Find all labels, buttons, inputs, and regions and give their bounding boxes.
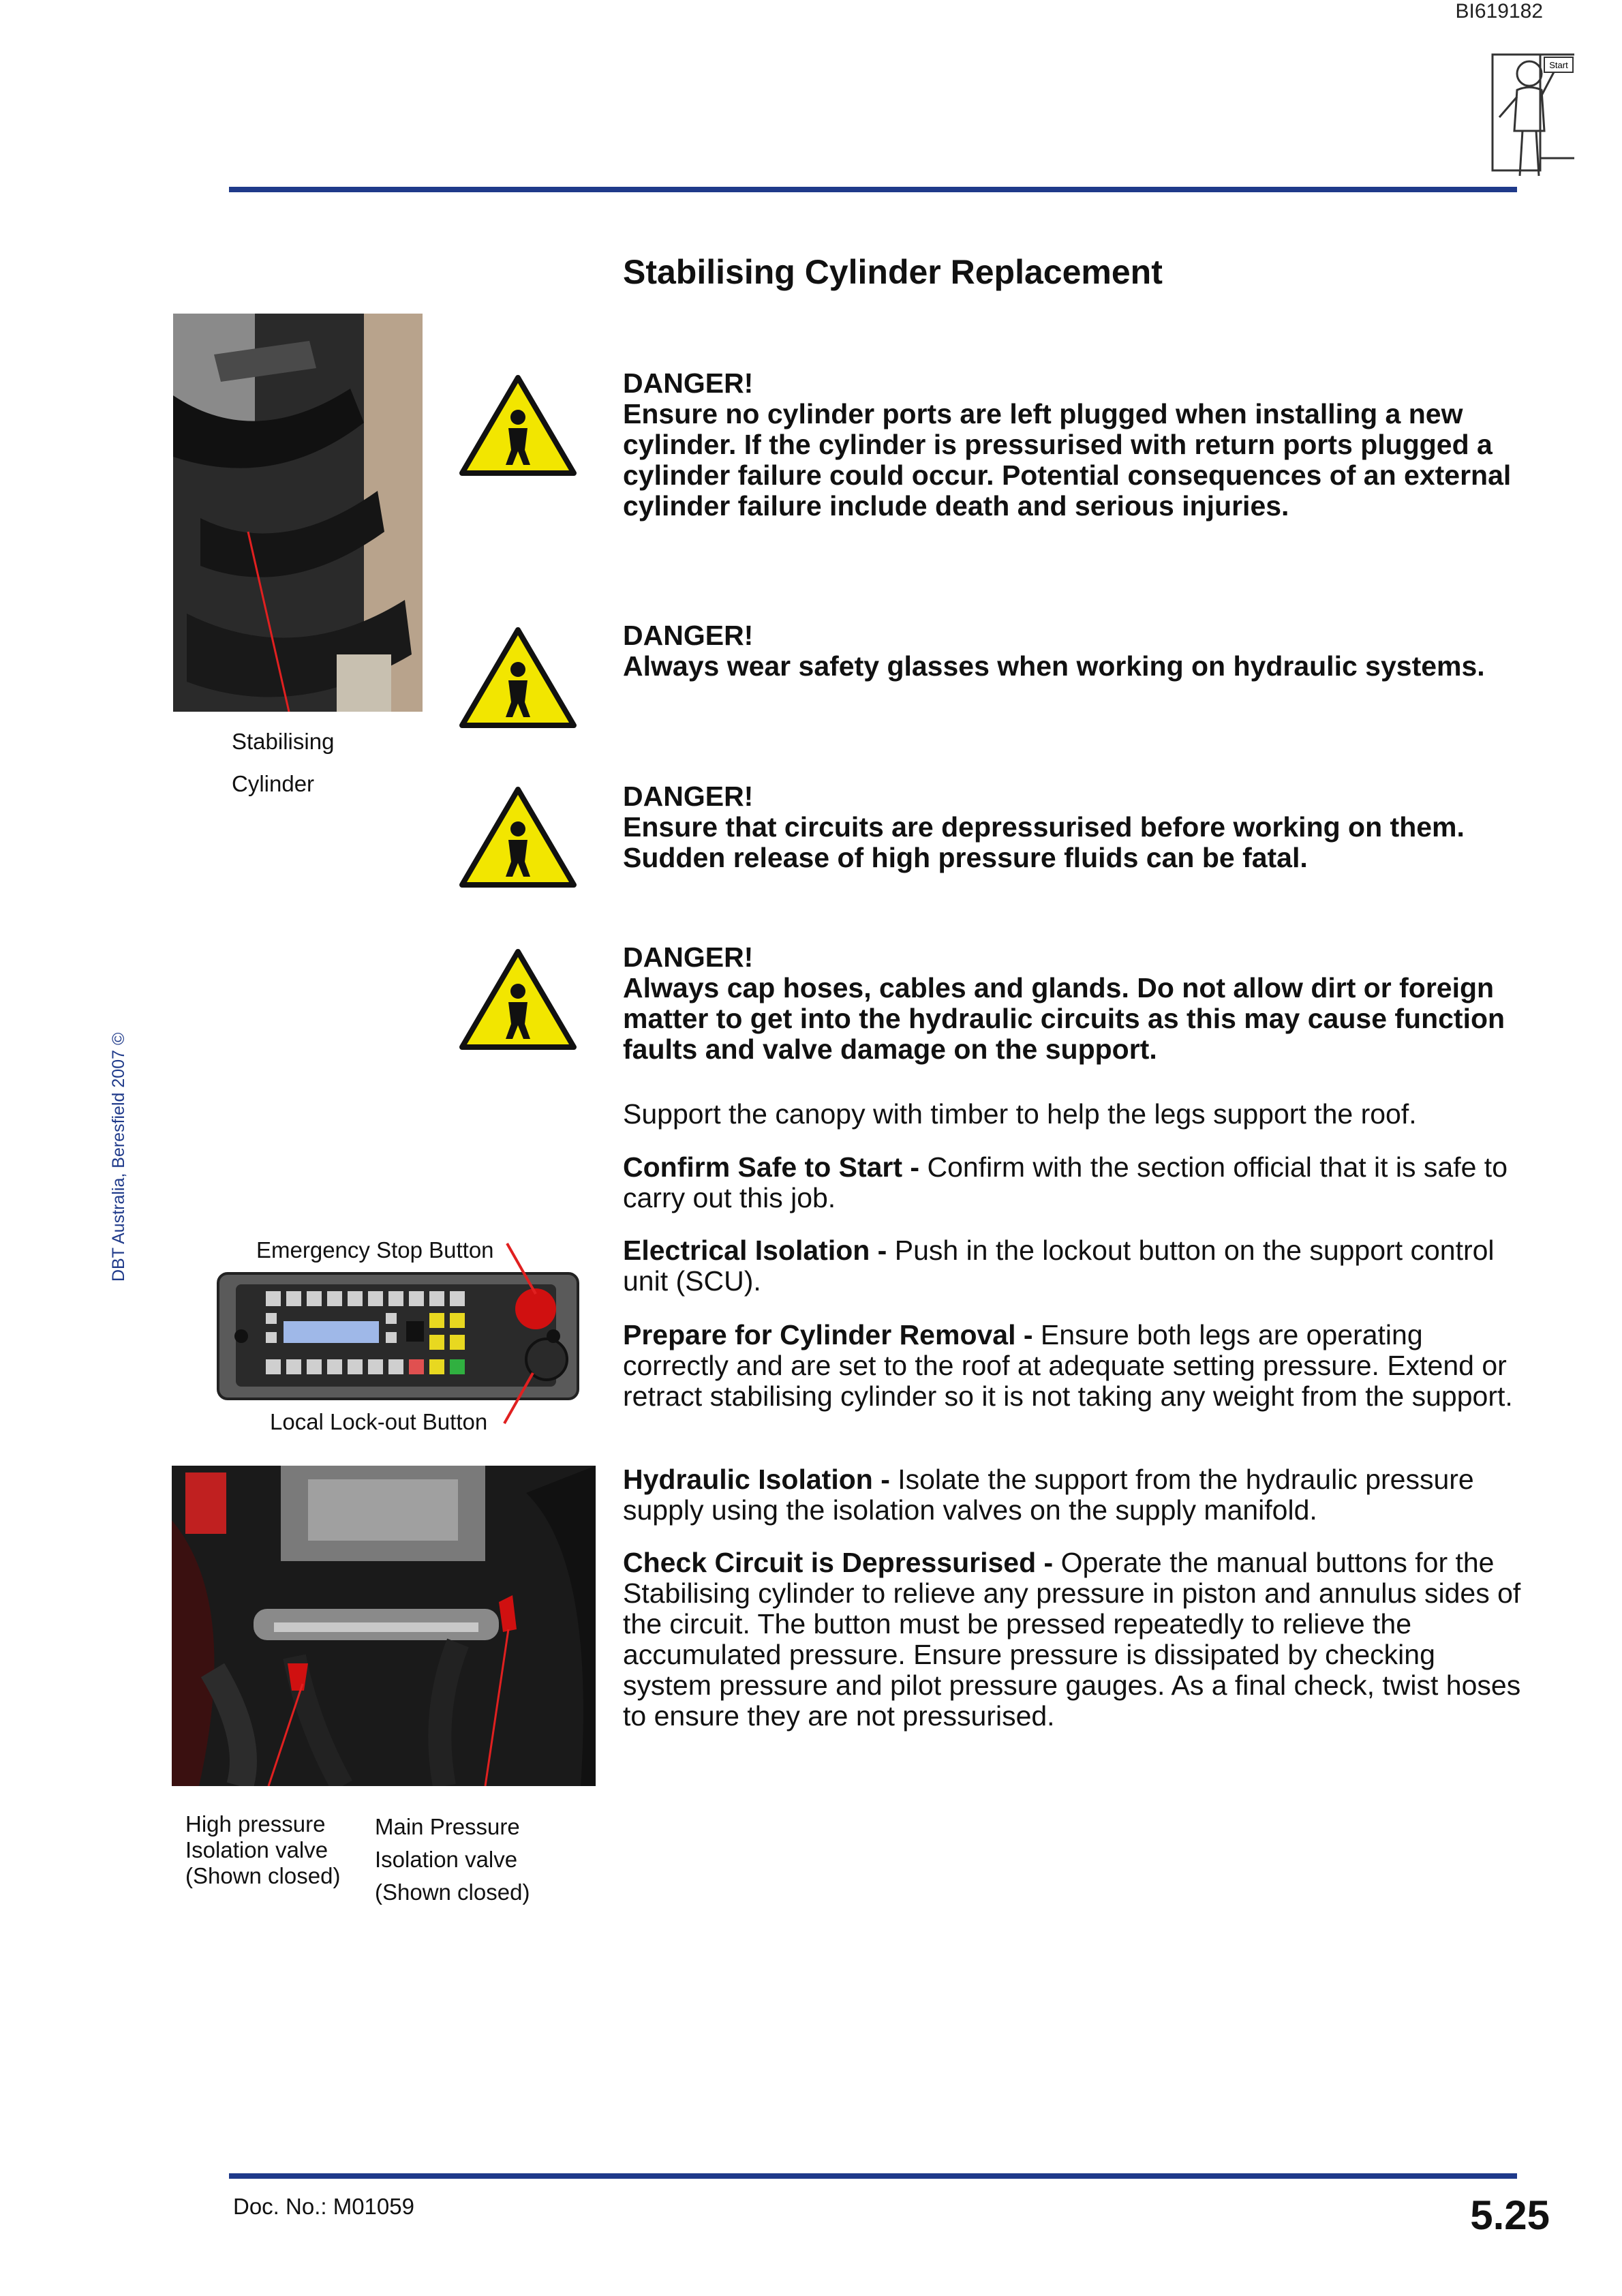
warning-icon: [458, 785, 578, 889]
lockout-caption: Local Lock-out Button: [270, 1409, 488, 1434]
main-pressure-caption-line1: Main Pressure: [375, 1814, 520, 1839]
danger-heading: DANGER!: [623, 781, 754, 812]
step-label: Prepare for Cylinder Removal -: [623, 1319, 1033, 1350]
danger-text: Ensure that circuits are depressurised before working on them. Sudden release of high pressure fluids can be fatal.: [623, 811, 1465, 873]
danger-heading: DANGER!: [623, 620, 754, 651]
high-pressure-caption-line3: (Shown closed): [185, 1863, 341, 1888]
stabilising-caption-line2: Cylinder: [232, 771, 315, 796]
danger-text: Ensure no cylinder ports are left plugged when installing a new cylinder. If the cylinder is pressurised with return ports plugged a cylinder failure could occur. Potential consequences of an external cylinder failure include death and serious injuries.: [623, 398, 1512, 522]
step-prepare-removal: [623, 1320, 1522, 1412]
step-text: Push in the lockout button on the support control unit (SCU).: [623, 1235, 1495, 1297]
warning-icon: [458, 374, 578, 477]
page-title: Stabilising Cylinder Replacement: [623, 253, 1163, 291]
copyright-note: DBT Australia, Beresfield 2007 ©: [109, 1032, 128, 1282]
stabilising-cylinder-photo: [173, 314, 423, 712]
emergency-stop-pointer: [504, 1242, 545, 1297]
step-check-circuit: [623, 1547, 1522, 1732]
warning-icon: [458, 948, 578, 1051]
step-label: Hydraulic Isolation -: [623, 1464, 890, 1495]
step-text: Isolate the support from the hydraulic pressure supply using the isolation valves on the supply manifold.: [623, 1464, 1474, 1526]
intro-text: Support the canopy with timber to help the legs support the roof.: [623, 1098, 1417, 1130]
step-label: Electrical Isolation -: [623, 1235, 887, 1266]
stabilising-caption-line1: Stabilising: [232, 729, 335, 754]
danger-block-glasses: [623, 620, 1522, 682]
danger-block-depressurise: [623, 781, 1522, 873]
danger-block-ports: [623, 368, 1522, 522]
step-electrical-isolation: [623, 1235, 1522, 1297]
danger-heading: DANGER!: [623, 367, 754, 399]
high-pressure-caption-line2: Isolation valve: [185, 1837, 328, 1862]
step-hydraulic-isolation: [623, 1464, 1522, 1526]
main-pressure-caption-line2: Isolation valve: [375, 1847, 518, 1872]
isolation-valves-photo: [172, 1466, 596, 1786]
step-label: Check Circuit is Depressurised -: [623, 1547, 1054, 1578]
bottom-rule: [229, 2173, 1517, 2179]
step-text: Operate the manual buttons for the Stabilising cylinder to relieve any pressure in piston and annulus sides of the circuit. The button must be pressed repeatedly to relieve the accumulated pressure. Ensure pressure is dissipated by checking system pressure and pilot pressure gauges. As a final check, twist hoses to ensure they are not pressurised.: [623, 1547, 1521, 1732]
warning-icon: [458, 626, 578, 729]
step-text: Ensure both legs are operating correctly and are set to the roof at adequate setting pressure. Extend or retract stabilising cylinder so it is not taking any weight from the support.: [623, 1319, 1513, 1412]
danger-text: Always wear safety glasses when working on hydraulic systems.: [623, 650, 1485, 682]
high-pressure-caption-line1: High pressure: [185, 1811, 326, 1837]
page-number: 5.25: [1470, 2192, 1550, 2238]
emergency-stop-caption: Emergency Stop Button: [256, 1237, 494, 1263]
danger-block-cap-hoses: [623, 942, 1522, 1065]
top-rule: [229, 187, 1517, 192]
step-confirm-safe: [623, 1152, 1522, 1213]
danger-text: Always cap hoses, cables and glands. Do not allow dirt or foreign matter to get into the hydraulic circuits as this may cause function faults and valve damage on the support.: [623, 972, 1505, 1065]
document-code: BI619182: [1455, 0, 1543, 22]
lockout-pointer: [499, 1370, 540, 1425]
danger-heading: DANGER!: [623, 941, 754, 973]
start-label: Start: [1549, 60, 1568, 70]
start-figure-icon: [1490, 49, 1578, 183]
step-label: Confirm Safe to Start -: [623, 1151, 920, 1183]
main-pressure-caption-line3: (Shown closed): [375, 1879, 530, 1905]
step-text: Confirm with the section official that it is safe to carry out this job.: [623, 1151, 1508, 1213]
document-number: Doc. No.: M01059: [233, 2194, 414, 2219]
